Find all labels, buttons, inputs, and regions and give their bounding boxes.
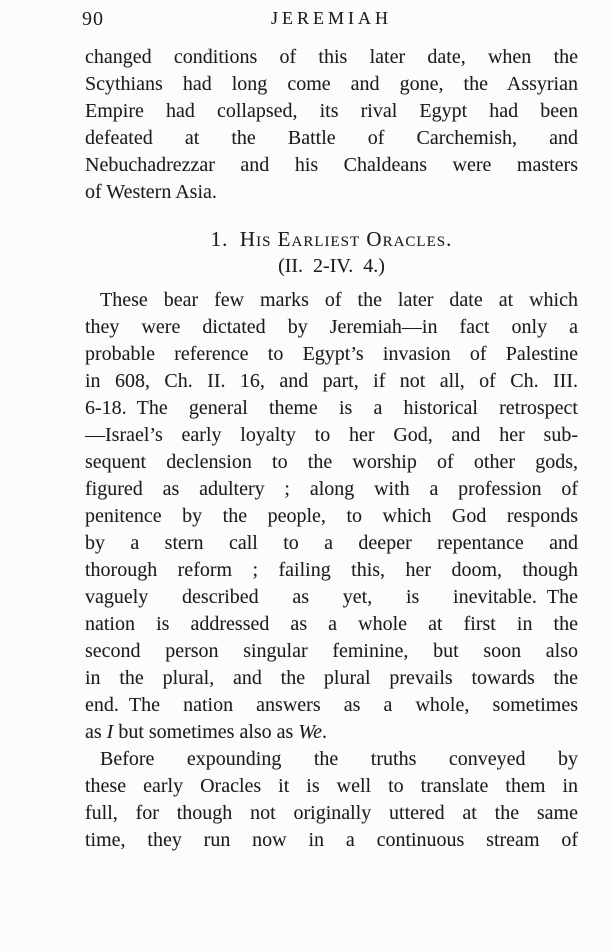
paragraph: [85, 287, 578, 746]
text-line: Nebuchadrezzar and his Chaldeans were masters: [85, 154, 578, 176]
paragraph-group-intro: [85, 44, 578, 206]
paragraph: [85, 746, 578, 854]
text-line: these early Oracles it is well to translate them in: [85, 775, 578, 797]
text-line: Empire had collapsed, its rival Egypt had been: [85, 100, 578, 122]
text-line: figured as adultery ; along with a profession of: [85, 478, 578, 500]
text-line: by a stern call to a deeper repentance and: [85, 532, 578, 554]
text-line: in 608, Ch. II. 16, and part, if not all, of Ch. III.: [85, 370, 578, 392]
text-line: time, they run now in a continuous stream of: [85, 829, 578, 851]
text-block: [82, 6, 578, 854]
text-line: of Western Asia.: [85, 181, 217, 203]
text-line: penitence by the people, to which God responds: [85, 505, 578, 527]
text-line: Before expounding the truths conveyed by: [100, 748, 578, 770]
text-line: thorough reform ; failing this, her doom, though: [85, 559, 578, 581]
paragraph: [85, 44, 578, 206]
text-line: These bear few marks of the later date at which: [100, 289, 578, 311]
text-line: vaguely described as yet, is inevitable. The: [85, 586, 578, 608]
text-line: Scythians had long come and gone, the Assyrian: [85, 73, 578, 95]
text-line: probable reference to Egypt’s invasion of Palestine: [85, 343, 578, 365]
running-title: JEREMIAH: [271, 8, 392, 28]
page-number: 90: [82, 8, 104, 30]
text-line: second person singular feminine, but soon also: [85, 640, 578, 662]
paragraph-group-section: [85, 287, 578, 854]
text-line: as I but sometimes also as We.: [85, 721, 328, 743]
text-line: nation is addressed as a whole at first in the: [85, 613, 578, 635]
text-line: full, for though not originally uttered at the same: [85, 802, 578, 824]
text-line: —Israel’s early loyalty to her God, and her sub-: [85, 424, 578, 446]
text-line: defeated at the Battle of Carchemish, and: [85, 127, 578, 149]
text-line: end. The nation answers as a whole, sometimes: [85, 694, 578, 716]
text-line: they were dictated by Jeremiah—in fact only a: [85, 316, 578, 338]
text-line: sequent declension to the worship of other gods,: [85, 451, 578, 473]
section-reference: (II. 2-IV. 4.): [278, 255, 385, 277]
text-line: 6-18. The general theme is a historical retrospect: [85, 397, 578, 419]
text-line: changed conditions of this later date, when the: [85, 46, 578, 68]
text-line: in the plural, and the plural prevails towards the: [85, 667, 578, 689]
page-header: [82, 6, 578, 32]
section-heading: 1. His Earliest Oracles.: [210, 227, 453, 251]
